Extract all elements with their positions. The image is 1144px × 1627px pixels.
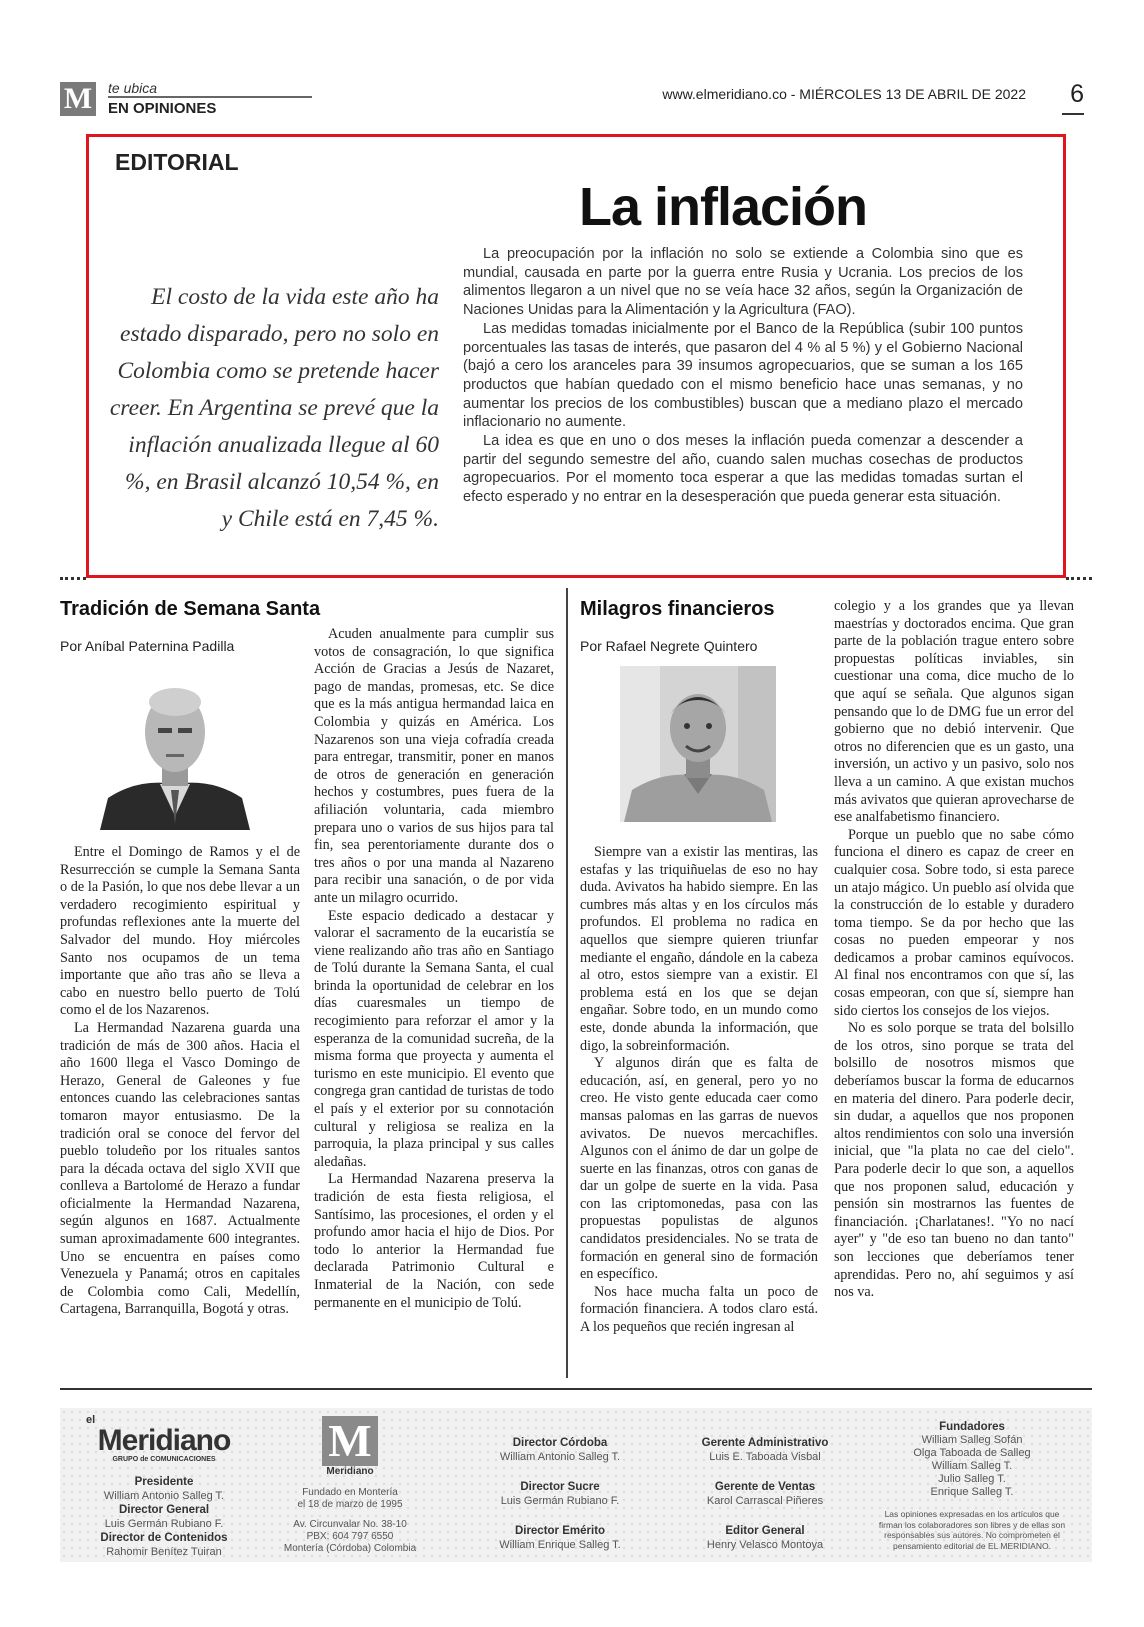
staff-role: Director Córdoba xyxy=(512,1437,608,1449)
page-number-rule xyxy=(1062,113,1084,115)
founder-name: Enrique Salleg T. xyxy=(930,1486,1014,1498)
article-column xyxy=(60,844,300,1319)
editorial-paragraph: Las medidas tomadas inicialmente por el Banco de la República (subir 100 puntos porcentuales las tasas de interés, que pasaron del 4 % al 5 %) y el Gobierno Nacional (bajó a cero los aranceles para 39 insumos agropecuarios, que se suman a los 165 productos que habían quedado con el mismo beneficio hace unas semanas, y no aumentar los precios de los combustibles) buscan que a mediano plazo el mercado inflacionario no aumente. xyxy=(463,320,1023,431)
founded-line: el 18 de marzo de 1995 xyxy=(297,1499,403,1510)
footer-block-emblem xyxy=(282,1416,418,1555)
founded-line: Fundado en Montería xyxy=(302,1487,398,1498)
editorial-label: EDITORIAL xyxy=(115,149,239,175)
article-paragraph: Este espacio dedicado a destacar y valorar el sacramento de la eucaristía se viene realizando año tras año en Santiago de Tolú durante la Semana Santa, el cual brinda la oportunidad de celebrar en los días cuaresmales un tiempo de recogimiento para reforzar el amor y la esperanza de la comunidad sucreña, de la misma forma que proyecta y aumenta el turismo en este municipio. El evento que congrega gran cantidad de turistas de todo el país y el exterior por su connotación cultural y religiosa se realiza en la parroquia, la plaza principal y sus calles aledañas. xyxy=(314,907,554,1170)
article-paragraph: colegio y a los grandes que ya llevan maestrías y doctorados encima. Que gran parte de la población trague entero sobre propuestas políticas inviables, sin cuestionar una coma, dice mucho de lo que aquí se señala. Que algunos sigan pensando que lo de DMG fue un error del gobierno que no debió intervenir. Que otros no diferencien que es un gasto, una inversión, un activo y un pasivo, solo nos lleva a un camino. A que existan muchos más avivatos que quieran aprovecharse de ese analfabetismo financiero. xyxy=(834,598,1074,826)
article-paragraph: Porque un pueblo que no sabe cómo funciona el dinero es capaz de creer en cualquier cosa. Sobre todo, si esta parece un atajo mágico. Un pueblo así olvida que la construcción de lo estable y duradero toma tiempo. Se da por hecho que las cosas no pueden empeorar y nos dedicamos a probar caminos equívocos. Al final nos encontramos con que sí, las cosas empeoran, con que sí, siempre han sido ciertos los consejos de los viejos. xyxy=(834,826,1074,1019)
section-tagline: te ubica xyxy=(108,80,158,96)
staff-name: William Enrique Salleg T. xyxy=(499,1539,621,1551)
staff-role: Presidente xyxy=(134,1476,194,1488)
address-line: Montería (Córdoba) Colombia xyxy=(283,1543,417,1554)
brand-logo-prefix: el xyxy=(86,1414,96,1426)
date-line: www.elmeridiano.co - MIÉRCOLES 13 DE ABRIL DE 2022 xyxy=(662,86,1026,102)
address-line: PBX: 604 797 6550 xyxy=(306,1531,394,1542)
article-column xyxy=(314,626,554,1312)
founder-name: Julio Salleg T. xyxy=(938,1473,1006,1485)
column-divider xyxy=(566,588,568,1378)
article-paragraph: Acuden anualmente para cumplir sus votos de consagración, lo que significa Acción de Gracias a Jesús de Nazaret, pago de mandas, promesas, etc. Se dice que es la más antigua hermandad laica en Colombia y quizás en América. Los Nazarenos son una vieja cofradía creada para entregar, transmitir, poner en manos de otros de generación en generación hechos y costumbres, pues fuera de la afiliación voluntaria, cada miembro prepara uno o varios de sus hijos para tal fin, sea perentoriamente durante dos o tres años o por una manda al Nazareno para recibir una sanación, o de por vida ante un milagro ocurrido. xyxy=(314,626,554,906)
emblem-name: Meridiano xyxy=(326,1466,374,1477)
founders-title: Fundadores xyxy=(939,1421,1005,1433)
staff-role: Gerente de Ventas xyxy=(714,1481,816,1493)
footer-block-founders xyxy=(872,1420,1072,1551)
article-column xyxy=(834,598,1074,1302)
article-paragraph: Nos hace mucha falta un poco de formación financiera. A todos claro está. A los pequeños que recién ingresan al xyxy=(580,1283,818,1336)
editorial-body xyxy=(463,245,1023,507)
article-paragraph: Siempre van a existir las mentiras, las estafas y las triquiñuelas de eso no hay duda. Avivatos ha habido siempre. En las cumbres más altas y en los círculos más profundos. El problema no radica en aquellos que siempre quieren triunfar mediante el engaño, dándole en la cabeza al otro, estos siempre van a existir. El problema está en los que se dejan engañar. Sobre todo, en un mundo como este, donde abunda la información, que digo, la sobreinformación. xyxy=(580,844,818,1054)
editorial-pull-quote: El costo de la vida este año ha estado disparado, pero no solo en Colombia como se pretende hacer creer. En Argentina se prevé que la inflación anualizada llegue al 60 %, en Brasil alcanzó 10,54 %, en y Chile está en 7,45 %. xyxy=(109,284,439,532)
brand-logo-subtitle: GRUPO de COMUNICACIONES xyxy=(112,1456,216,1463)
section-logo-icon: M xyxy=(60,82,96,116)
staff-role: Director Emérito xyxy=(514,1525,606,1537)
founder-name: William Salleg Sofán xyxy=(921,1434,1023,1446)
footer-block-regional xyxy=(480,1436,640,1552)
staff-name: Henry Velasco Montoya xyxy=(706,1539,824,1551)
staff-name: Luis Germán Rubiano F. xyxy=(104,1518,224,1530)
header-rule xyxy=(108,96,312,98)
staff-name: Karol Carrascal Piñeres xyxy=(706,1495,824,1507)
article-paragraph: La Hermandad Nazarena preserva la tradición de esta fiesta religiosa, el Santísimo, las procesiones, el orden y el profundo amor hacia el hijo de Dios. Por todo lo anterior la Hermandad fue declarada Patrimonio Cultural e Inmaterial de la Nación, con sede permanente en el municipio de Tolú. xyxy=(314,1171,554,1311)
section-name: EN OPINIONES xyxy=(108,100,217,117)
staff-role: Editor General xyxy=(725,1525,805,1537)
dotted-separator xyxy=(60,577,86,580)
masthead-footer xyxy=(60,1408,1092,1562)
staff-role: Director de Contenidos xyxy=(100,1532,228,1544)
article-byline: Por Aníbal Paternina Padilla xyxy=(60,638,235,654)
article-title: Tradición de Semana Santa xyxy=(60,598,321,620)
author-photo xyxy=(98,666,252,830)
founder-name: Olga Taboada de Salleg xyxy=(913,1447,1031,1459)
page-number: 6 xyxy=(1070,80,1084,108)
article-paragraph: No es solo porque se trata del bolsillo de los otros, sino porque se trata del bolsillo de nosotros mismos que deberíamos buscar la forma de educarnos en materia del dinero. Para poderle decir, sin dudar, a aquellos que nos proponen altos rendimientos con solo una inversión inicial, que "la plata no cae del cielo". Para poderle decir lo que son, a aquellos que nos proponen salud, educación y pensión sin mostrarnos las fuentes de financiación. ¡Charlatanes!. "Yo no nací ayer" y "de eso tan bueno no dan tanto" son lecciones que deberíamos tener aprendidas. Pero no, ahí seguimos y así nos va. xyxy=(834,1020,1074,1301)
footer-rule xyxy=(60,1388,1092,1390)
staff-name: Luis Germán Rubiano F. xyxy=(500,1495,620,1507)
footer-block-management xyxy=(680,1436,850,1552)
article-byline: Por Rafael Negrete Quintero xyxy=(580,638,758,654)
staff-name: Rahomir Benítez Tuiran xyxy=(106,1546,222,1558)
article-title: Milagros financieros xyxy=(580,598,775,620)
brand-logo: Meridiano xyxy=(97,1424,231,1457)
address-line: Av. Circunvalar No. 38-10 xyxy=(293,1519,407,1530)
editorial-title: La inflación xyxy=(578,177,868,237)
article-column xyxy=(580,844,818,1337)
staff-name: William Antonio Salleg T. xyxy=(103,1490,225,1502)
editorial-box xyxy=(86,134,1066,578)
staff-name: William Antonio Salleg T. xyxy=(499,1451,621,1463)
editorial-paragraph: La preocupación por la inflación no solo se extiende a Colombia sino que es mundial, causada en parte por la guerra entre Rusia y Ucrania. Los precios de los alimentos llegaron a un nivel que no se veía hace 32 años, según la Organización de Naciones Unidas para la Alimentación y la Agricultura (FAO). xyxy=(463,246,1023,319)
opinion-disclaimer: Las opiniones expresadas en los artículos que firman los colaboradores son libres y de ellas son responsables sus autores. No comprometen el pensamiento editorial de EL MERIDIANO. xyxy=(878,1509,1066,1551)
article-paragraph: La Hermandad Nazarena guarda una tradición de más de 300 años. Hacia el año 1600 llega el Vasco Domingo de Herazo, General de Galeones y fue entonces cuando las celebraciones santas tomaron mayor entusiasmo. De la tradición oral se conoce del fervor del pueblo toludeño por los rituales santos para la década octava del siglo XVII que conlleva a Bartolomé de Herazo a fundar oficialmente la Hermandad Nazarena, según algunos en 1687. Actualmente suman aproximadamente 600 integrantes. Uno se encuentra en países como Venezuela y Panamá; otros en capitales de Colombia como Cali, Medellín, Cartagena, Barranquilla, Bogotá y otras. xyxy=(60,1019,300,1318)
meridiano-emblem-icon: M xyxy=(322,1416,378,1466)
author-photo xyxy=(620,666,776,822)
footer-block-directors xyxy=(84,1414,244,1559)
staff-role: Director Sucre xyxy=(520,1481,600,1493)
article-paragraph: Y algunos dirán que es falta de educación, así, en general, pero yo no creo. He visto gente educada caer como mansas palomas en las garras de nuevos avivatos. De nuevos mercachifles. Algunos con el ánimo de dar un golpe de suerte en las finanzas, otros con ganas de dar un golpe de suerte en la vida. Pasa con las criptomonedas, pasa con las propuestas populistas de algunos candidatos presidenciales. No se trata de formación en general sino de formación en específico. xyxy=(580,1055,818,1283)
editorial-paragraph: La idea es que en uno o dos meses la inflación pueda comenzar a descender a partir del segundo semestre del año, cuando salen muchas cosechas de productos agropecuarios. Por el momento toca esperar a que las medidas tomadas surtan el efecto esperado y no entrar en la desesperación que pueda generar esta situación. xyxy=(463,433,1023,506)
staff-role: Gerente Administrativo xyxy=(701,1437,829,1449)
dotted-separator xyxy=(1066,577,1092,580)
staff-name: Luis E. Taboada Visbal xyxy=(709,1451,821,1463)
staff-role: Director General xyxy=(118,1504,210,1516)
founder-name: William Salleg T. xyxy=(931,1460,1013,1472)
article-paragraph: Entre el Domingo de Ramos y el de Resurrección se cumple la Semana Santa o de la Pasión, lo que nos debe llevar a un verdadero recogimiento espiritual y profundas reflexiones ante la muerte del Salvador del mundo. Hoy miércoles Santo nos ocupamos de un tema importante que año tras año se lleva a cabo en nuestro bello puerto de Tolú como el de los Nazarenos. xyxy=(60,844,300,1019)
